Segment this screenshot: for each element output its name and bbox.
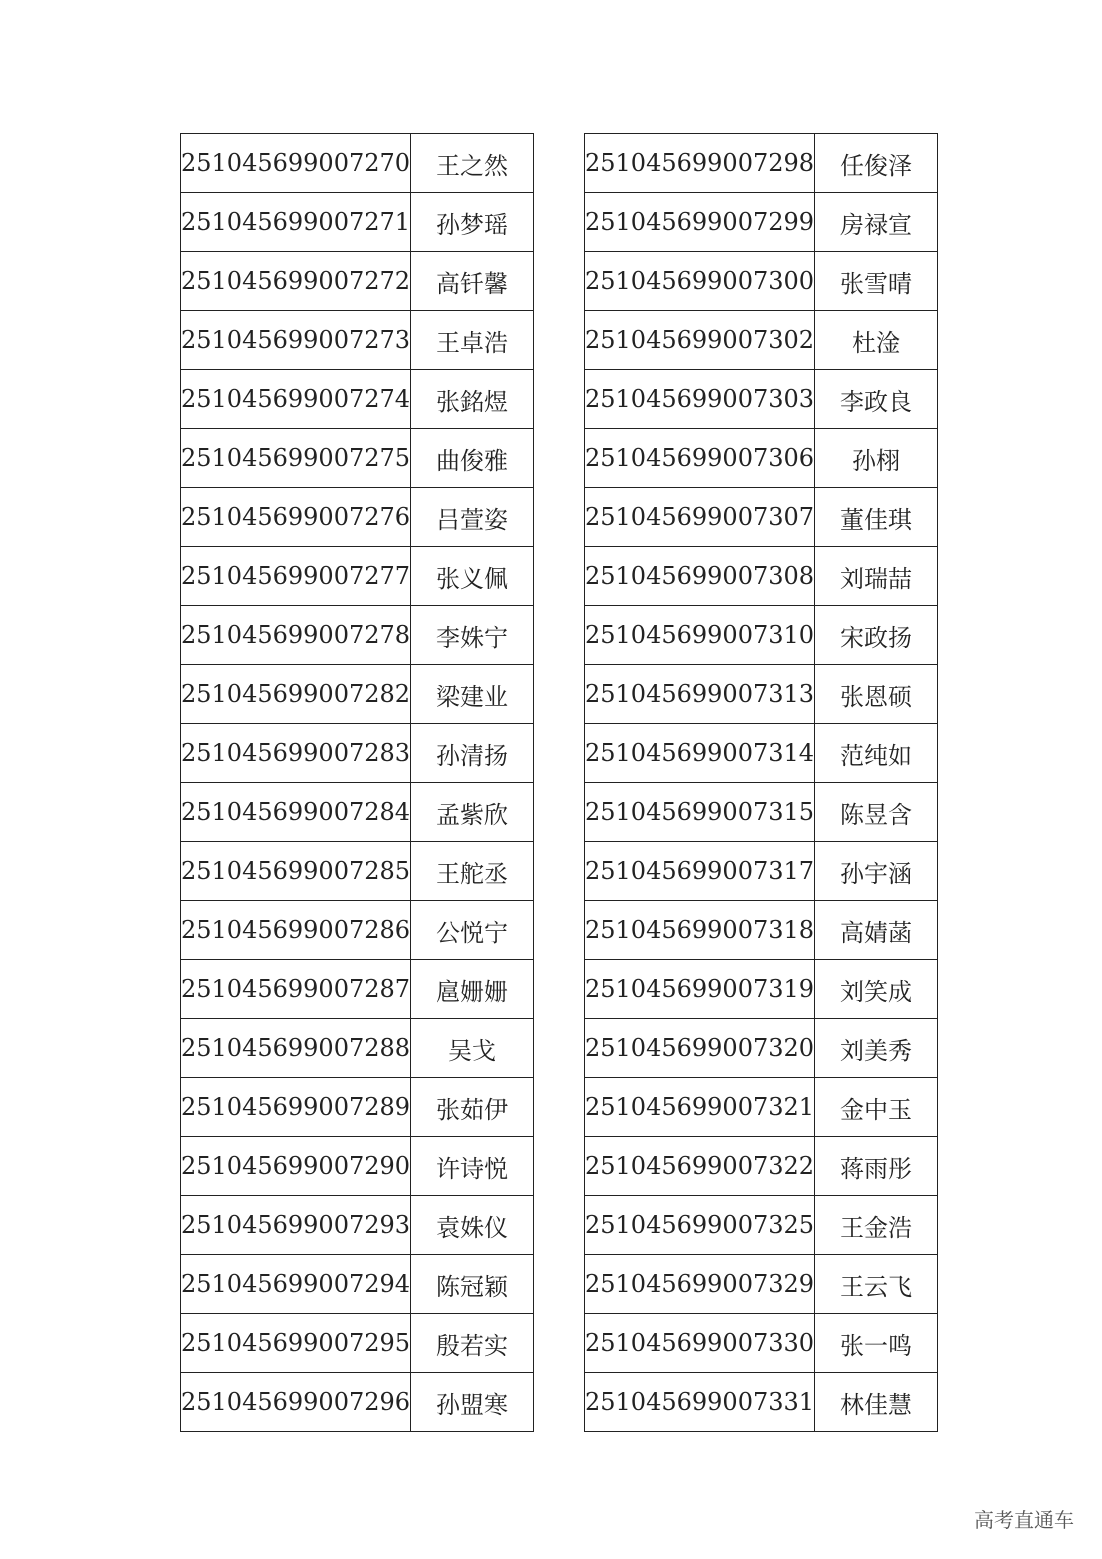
- candidate-name: 房禄宣: [815, 193, 938, 252]
- table-row: [181, 842, 534, 901]
- candidate-name: 王金浩: [815, 1196, 938, 1255]
- candidate-name: 李政良: [815, 370, 938, 429]
- table-row: [585, 252, 938, 311]
- candidate-name: 王之然: [411, 134, 534, 193]
- table-row: [181, 1255, 534, 1314]
- candidate-id: 251045699007315: [585, 783, 815, 842]
- table-row: [181, 193, 534, 252]
- roster-table-right-body: [585, 134, 938, 1432]
- candidate-name: 许诗悦: [411, 1137, 534, 1196]
- candidate-id: 251045699007287: [181, 960, 411, 1019]
- candidate-id: 251045699007318: [585, 901, 815, 960]
- table-row: [585, 1078, 938, 1137]
- table-row: [181, 1373, 534, 1432]
- candidate-id: 251045699007282: [181, 665, 411, 724]
- candidate-name: 吴戈: [411, 1019, 534, 1078]
- candidate-id: 251045699007307: [585, 488, 815, 547]
- table-row: [181, 606, 534, 665]
- candidate-name: 扈姗姗: [411, 960, 534, 1019]
- table-row: [585, 429, 938, 488]
- candidate-id: 251045699007313: [585, 665, 815, 724]
- candidate-id: 251045699007317: [585, 842, 815, 901]
- candidate-name: 孙宇涵: [815, 842, 938, 901]
- candidate-name: 张銘煜: [411, 370, 534, 429]
- candidate-id: 251045699007276: [181, 488, 411, 547]
- candidate-id: 251045699007321: [585, 1078, 815, 1137]
- candidate-name: 殷若实: [411, 1314, 534, 1373]
- candidate-id: 251045699007286: [181, 901, 411, 960]
- table-row: [181, 547, 534, 606]
- candidate-id: 251045699007299: [585, 193, 815, 252]
- candidate-id: 251045699007278: [181, 606, 411, 665]
- table-row: [585, 1196, 938, 1255]
- table-row: [585, 1019, 938, 1078]
- candidate-name: 张一鸣: [815, 1314, 938, 1373]
- table-row: [585, 783, 938, 842]
- candidate-id: 251045699007293: [181, 1196, 411, 1255]
- candidate-name: 陈昱含: [815, 783, 938, 842]
- candidate-id: 251045699007289: [181, 1078, 411, 1137]
- table-row: [181, 960, 534, 1019]
- table-row: [181, 429, 534, 488]
- table-row: [585, 1373, 938, 1432]
- roster-table-left: [180, 133, 534, 1432]
- candidate-name: 孙梦瑶: [411, 193, 534, 252]
- candidate-id: 251045699007331: [585, 1373, 815, 1432]
- candidate-name: 张义佩: [411, 547, 534, 606]
- table-row: [585, 1137, 938, 1196]
- candidate-name: 孙盟寒: [411, 1373, 534, 1432]
- candidate-name: 张雪晴: [815, 252, 938, 311]
- candidate-id: 251045699007284: [181, 783, 411, 842]
- candidate-id: 251045699007275: [181, 429, 411, 488]
- table-row: [181, 1314, 534, 1373]
- candidate-name: 王卓浩: [411, 311, 534, 370]
- candidate-id: 251045699007300: [585, 252, 815, 311]
- table-row: [585, 901, 938, 960]
- candidate-name: 李姝宁: [411, 606, 534, 665]
- candidate-id: 251045699007294: [181, 1255, 411, 1314]
- candidate-id: 251045699007273: [181, 311, 411, 370]
- candidate-id: 251045699007308: [585, 547, 815, 606]
- candidate-name: 刘笑成: [815, 960, 938, 1019]
- candidate-name: 梁建业: [411, 665, 534, 724]
- table-row: [181, 783, 534, 842]
- table-row: [181, 488, 534, 547]
- candidate-name: 高婧菡: [815, 901, 938, 960]
- table-row: [585, 665, 938, 724]
- table-row: [181, 311, 534, 370]
- candidate-id: 251045699007303: [585, 370, 815, 429]
- candidate-id: 251045699007295: [181, 1314, 411, 1373]
- table-row: [181, 252, 534, 311]
- table-row: [181, 724, 534, 783]
- candidate-id: 251045699007274: [181, 370, 411, 429]
- candidate-name: 王舵丞: [411, 842, 534, 901]
- candidate-name: 曲俊雅: [411, 429, 534, 488]
- candidate-id: 251045699007314: [585, 724, 815, 783]
- candidate-name: 孙清扬: [411, 724, 534, 783]
- candidate-name: 吕萱姿: [411, 488, 534, 547]
- table-row: [585, 488, 938, 547]
- table-row: [181, 1078, 534, 1137]
- candidate-name: 林佳慧: [815, 1373, 938, 1432]
- candidate-id: 251045699007329: [585, 1255, 815, 1314]
- candidate-id: 251045699007330: [585, 1314, 815, 1373]
- candidate-id: 251045699007319: [585, 960, 815, 1019]
- table-row: [585, 842, 938, 901]
- candidate-name: 刘瑞喆: [815, 547, 938, 606]
- table-row: [181, 665, 534, 724]
- table-row: [181, 1196, 534, 1255]
- candidate-id: 251045699007288: [181, 1019, 411, 1078]
- table-row: [585, 134, 938, 193]
- table-row: [585, 960, 938, 1019]
- table-row: [181, 1137, 534, 1196]
- table-row: [585, 1255, 938, 1314]
- table-row: [585, 311, 938, 370]
- candidate-id: 251045699007271: [181, 193, 411, 252]
- candidate-name: 金中玉: [815, 1078, 938, 1137]
- candidate-name: 杜淦: [815, 311, 938, 370]
- table-row: [585, 1314, 938, 1373]
- candidate-name: 任俊泽: [815, 134, 938, 193]
- table-row: [181, 901, 534, 960]
- table-row: [585, 606, 938, 665]
- candidate-name: 张茹伊: [411, 1078, 534, 1137]
- candidate-name: 董佳琪: [815, 488, 938, 547]
- candidate-id: 251045699007322: [585, 1137, 815, 1196]
- candidate-name: 刘美秀: [815, 1019, 938, 1078]
- candidate-id: 251045699007320: [585, 1019, 815, 1078]
- candidate-id: 251045699007277: [181, 547, 411, 606]
- candidate-id: 251045699007310: [585, 606, 815, 665]
- watermark: 高考直通车: [974, 1508, 1074, 1532]
- roster-table-left-body: [181, 134, 534, 1432]
- candidate-name: 公悦宁: [411, 901, 534, 960]
- table-row: [181, 370, 534, 429]
- candidate-name: 王云飞: [815, 1255, 938, 1314]
- candidate-name: 宋政扬: [815, 606, 938, 665]
- candidate-name: 张恩硕: [815, 665, 938, 724]
- table-row: [585, 370, 938, 429]
- candidate-id: 251045699007272: [181, 252, 411, 311]
- roster-table-right: [584, 133, 938, 1432]
- candidate-id: 251045699007285: [181, 842, 411, 901]
- table-row: [181, 1019, 534, 1078]
- table-row: [585, 193, 938, 252]
- table-row: [181, 134, 534, 193]
- candidate-name: 孟紫欣: [411, 783, 534, 842]
- candidate-name: 陈冠颖: [411, 1255, 534, 1314]
- candidate-id: 251045699007283: [181, 724, 411, 783]
- candidate-id: 251045699007325: [585, 1196, 815, 1255]
- candidate-name: 蒋雨彤: [815, 1137, 938, 1196]
- candidate-name: 高钎馨: [411, 252, 534, 311]
- table-row: [585, 547, 938, 606]
- candidate-id: 251045699007296: [181, 1373, 411, 1432]
- candidate-name: 范纯如: [815, 724, 938, 783]
- candidate-id: 251045699007306: [585, 429, 815, 488]
- candidate-id: 251045699007270: [181, 134, 411, 193]
- candidate-name: 孙栩: [815, 429, 938, 488]
- candidate-id: 251045699007298: [585, 134, 815, 193]
- table-row: [585, 724, 938, 783]
- candidate-name: 袁姝仪: [411, 1196, 534, 1255]
- candidate-id: 251045699007290: [181, 1137, 411, 1196]
- candidate-id: 251045699007302: [585, 311, 815, 370]
